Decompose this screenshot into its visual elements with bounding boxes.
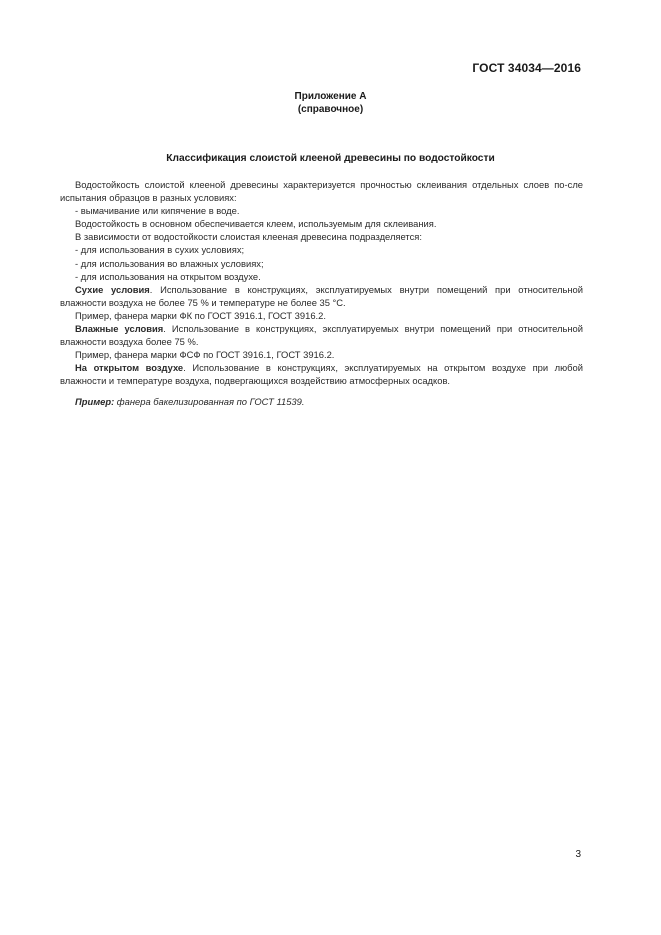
dry-conditions-paragraph bbox=[60, 283, 583, 309]
wet-conditions-text: . Использование в конструкциях, эксплуатируемых внутри помещений при относительной влажности воздуха более 75 %. bbox=[60, 323, 583, 348]
body-text bbox=[60, 178, 583, 408]
section-title: Классификация слоистой клееной древесины по водостойкости bbox=[166, 153, 495, 164]
annex-heading bbox=[0, 90, 661, 116]
paragraph: В зависимости от водостойкости слоистая клееная древесина подразделяется: bbox=[75, 231, 422, 243]
outdoor-text: . Использование в конструкциях, эксплуатируемых на открытом воздухе при любой влажности и температуре воздуха, подвергающихся воздействию атмосферных осадков. bbox=[60, 362, 584, 387]
list-item: - для использования в сухих условиях; bbox=[75, 244, 245, 256]
page-number: 3 bbox=[575, 849, 581, 860]
annex-subtitle: (справочное) bbox=[297, 104, 364, 115]
dry-conditions-text: . Использование в конструкциях, эксплуатируемых внутри помещений при относительной влажности воздуха не более 75 % и температуре не более 35 °С. bbox=[60, 283, 583, 308]
dry-conditions-example: Пример, фанера марки ФК по ГОСТ 3916.1, ГОСТ 3916.2. bbox=[75, 309, 326, 321]
annex-title: Приложение А bbox=[294, 91, 367, 102]
list-item: - для использования во влажных условиях; bbox=[75, 257, 264, 269]
paragraph: Водостойкость слоистой клееной древесины характеризуется прочностью склеивания отдельных слоев по-сле испытания образцов в разных условиях: bbox=[60, 179, 583, 204]
final-example-label: Пример: bbox=[75, 395, 115, 407]
wet-conditions-example: Пример, фанера марки ФСФ по ГОСТ 3916.1, ГОСТ 3916.2. bbox=[75, 349, 335, 361]
outdoor-term: На открытом воздухе bbox=[75, 362, 184, 374]
paragraph: Водостойкость в основном обеспечивается клеем, используемым для склеивания. bbox=[75, 218, 437, 230]
final-example-text: фанера бакелизированная по ГОСТ 11539. bbox=[114, 395, 305, 407]
standard-code: ГОСТ 34034—2016 bbox=[472, 61, 581, 75]
outdoor-paragraph bbox=[60, 361, 583, 387]
wet-conditions-paragraph bbox=[60, 322, 583, 348]
dry-conditions-term: Сухие условия bbox=[75, 283, 150, 295]
final-example bbox=[60, 395, 583, 408]
list-item: - для использования на открытом воздухе. bbox=[75, 270, 261, 282]
list-item: - вымачивание или кипячение в воде. bbox=[75, 205, 240, 217]
wet-conditions-term: Влажные условия bbox=[75, 323, 164, 335]
